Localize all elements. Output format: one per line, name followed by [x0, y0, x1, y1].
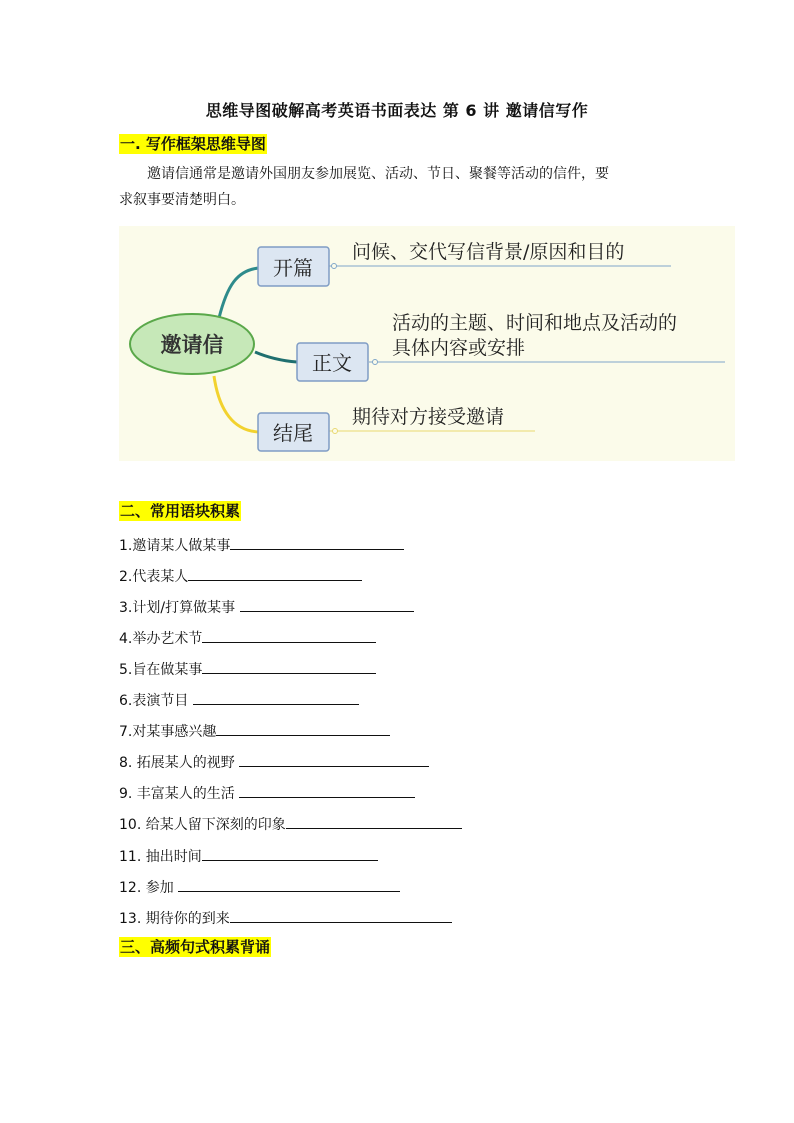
list-item: 5.旨在做某事 — [119, 658, 376, 680]
branch-label-opening: 开篇 — [273, 256, 313, 280]
branch-node-body — [373, 360, 378, 365]
answer-blank[interactable] — [193, 689, 359, 705]
branch-node-closing — [333, 429, 338, 434]
intro-line-1: 邀请信通常是邀请外国朋友参加展览、活动、节日、聚餐等活动的信件，要 — [147, 166, 609, 182]
page-title: 思维导图破解高考英语书面表达 第 6 讲 邀请信写作 — [205, 101, 589, 120]
list-item: 8. 拓展某人的视野 — [119, 751, 429, 773]
branch-text-closing: 期待对方接受邀请 — [352, 406, 505, 428]
section-heading-sentences: 三、高频句式积累背诵 — [120, 938, 271, 956]
list-item: 1.邀请某人做某事 — [119, 534, 404, 556]
list-item: 10. 给某人留下深刻的印象 — [119, 813, 462, 835]
answer-blank[interactable] — [239, 782, 415, 798]
list-item: 6.表演节目 — [119, 689, 359, 711]
branch-curve-opening — [219, 268, 259, 318]
answer-blank[interactable] — [230, 534, 404, 550]
intro-line-2: 求叙事要清楚明白。 — [119, 192, 245, 208]
intro-paragraph — [119, 161, 689, 213]
branch-label-body: 正文 — [312, 351, 352, 375]
branch-curve-body — [255, 352, 297, 362]
mind-map-diagram — [119, 226, 735, 461]
answer-blank[interactable] — [202, 658, 376, 674]
list-item: 4.举办艺术节 — [119, 627, 376, 649]
answer-blank[interactable] — [230, 907, 452, 923]
list-item: 12. 参加 — [119, 876, 400, 898]
mind-map — [119, 226, 735, 461]
list-item: 2.代表某人 — [119, 565, 362, 587]
list-item: 9. 丰富某人的生活 — [119, 782, 415, 804]
answer-blank[interactable] — [202, 845, 378, 861]
list-item: 11. 抽出时间 — [119, 845, 378, 867]
branch-text-opening: 问候、交代写信背景/原因和目的 — [352, 241, 625, 263]
answer-blank[interactable] — [239, 751, 429, 767]
list-item: 7.对某事感兴趣 — [119, 720, 390, 742]
branch-text-body-line1: 活动的主题、时间和地点及活动的 — [392, 312, 678, 334]
section-heading-phrases: 二、常用语块积累 — [120, 502, 241, 520]
answer-blank[interactable] — [216, 720, 390, 736]
answer-blank[interactable] — [240, 596, 414, 612]
section-heading-framework: 一. 写作框架思维导图 — [120, 135, 266, 153]
answer-blank[interactable] — [188, 565, 362, 581]
center-node-label: 邀请信 — [160, 333, 224, 357]
branch-node-opening — [332, 264, 337, 269]
list-item: 3.计划/打算做某事 — [119, 596, 414, 618]
answer-blank[interactable] — [178, 876, 400, 892]
branch-curve-closing — [214, 376, 259, 432]
answer-blank[interactable] — [202, 627, 376, 643]
list-item: 13. 期待你的到来 — [119, 907, 452, 929]
branch-text-body-line2: 具体内容或安排 — [392, 337, 526, 359]
answer-blank[interactable] — [286, 813, 462, 829]
branch-label-closing: 结尾 — [273, 421, 313, 445]
